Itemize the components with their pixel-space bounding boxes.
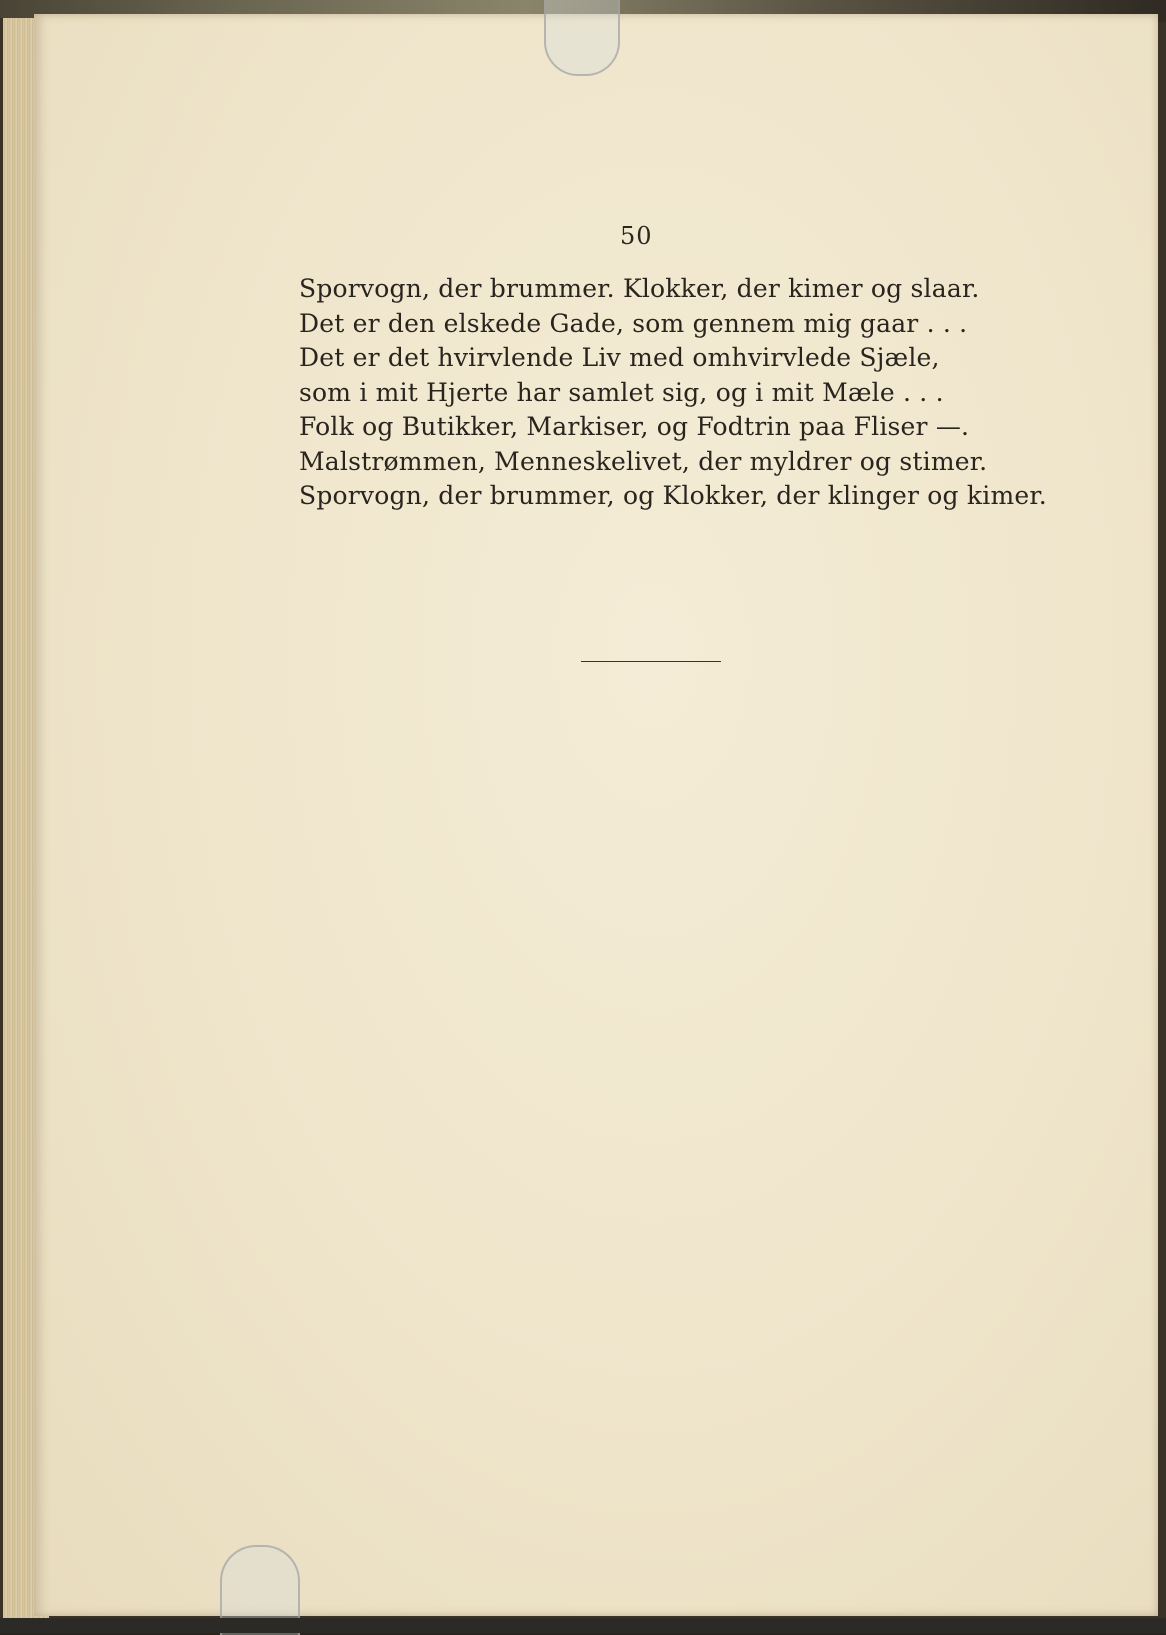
section-rule bbox=[581, 661, 721, 662]
page-number: 50 bbox=[620, 222, 653, 250]
poem-stanza bbox=[299, 272, 1047, 514]
book-cover-bottom bbox=[0, 1618, 1166, 1633]
poem-line: Malstrømmen, Menneskelivet, der myldrer og stimer. bbox=[299, 446, 988, 476]
poem-line: Sporvogn, der brummer. Klokker, der kimer og slaar. bbox=[299, 274, 980, 303]
poem-line: som i mit Hjerte har samlet sig, og i mit Mæle . . . bbox=[299, 377, 944, 407]
poem-line: Sporvogn, der brummer, og Klokker, der klinger og kimer. bbox=[299, 481, 1047, 510]
poem-line: Det er den elskede Gade, som gennem mig gaar . . . bbox=[299, 308, 968, 338]
book-page bbox=[34, 14, 1158, 1616]
page-clip-top bbox=[544, 0, 620, 76]
poem-line: Det er det hvirvlende Liv med omhvirvlede Sjæle, bbox=[299, 343, 940, 372]
poem-line: Folk og Butikker, Markiser, og Fodtrin paa Fliser —. bbox=[299, 412, 970, 441]
